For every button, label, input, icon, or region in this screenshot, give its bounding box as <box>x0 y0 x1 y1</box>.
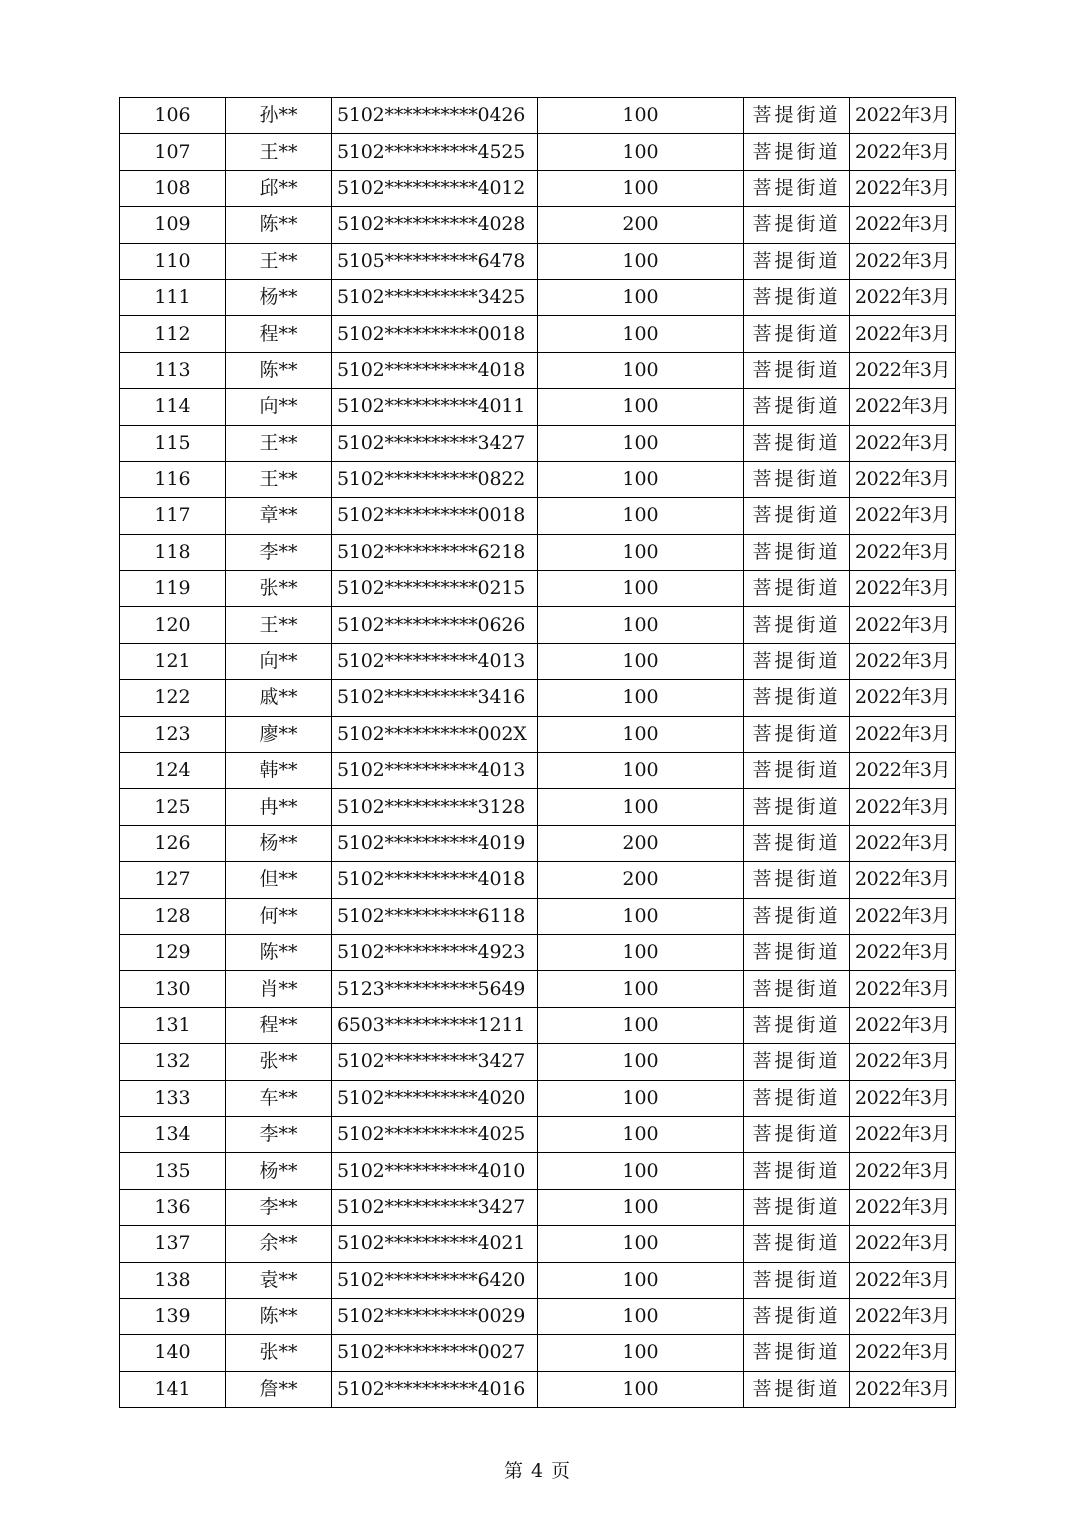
table-row <box>120 971 956 1007</box>
id-number-cell: 5102**********4018 <box>332 352 538 388</box>
amount-cell: 100 <box>538 98 744 134</box>
date-cell: 2022年3月 <box>850 134 956 170</box>
date-cell: 2022年3月 <box>850 461 956 497</box>
street-cell: 菩提街道 <box>744 753 850 789</box>
date-cell: 2022年3月 <box>850 571 956 607</box>
name-cell: 王** <box>226 134 332 170</box>
amount-cell: 100 <box>538 680 744 716</box>
table-row <box>120 1226 956 1262</box>
table-row <box>120 207 956 243</box>
name-cell: 陈** <box>226 207 332 243</box>
name-cell: 王** <box>226 425 332 461</box>
date-cell: 2022年3月 <box>850 971 956 1007</box>
row-number-cell: 127 <box>120 862 226 898</box>
row-number-cell: 141 <box>120 1371 226 1407</box>
date-cell: 2022年3月 <box>850 862 956 898</box>
amount-cell: 100 <box>538 898 744 934</box>
street-cell: 菩提街道 <box>744 1007 850 1043</box>
amount-cell: 100 <box>538 1007 744 1043</box>
id-number-cell: 5102**********0018 <box>332 498 538 534</box>
date-cell: 2022年3月 <box>850 1153 956 1189</box>
street-cell: 菩提街道 <box>744 279 850 315</box>
amount-cell: 100 <box>538 1226 744 1262</box>
street-cell: 菩提街道 <box>744 207 850 243</box>
table-row <box>120 98 956 134</box>
amount-cell: 100 <box>538 170 744 206</box>
row-number-cell: 109 <box>120 207 226 243</box>
date-cell: 2022年3月 <box>850 316 956 352</box>
table-row <box>120 1080 956 1116</box>
row-number-cell: 126 <box>120 825 226 861</box>
amount-cell: 100 <box>538 1298 744 1334</box>
street-cell: 菩提街道 <box>744 643 850 679</box>
name-cell: 陈** <box>226 934 332 970</box>
name-cell: 余** <box>226 1226 332 1262</box>
date-cell: 2022年3月 <box>850 1080 956 1116</box>
id-number-cell: 5102**********4010 <box>332 1153 538 1189</box>
amount-cell: 100 <box>538 279 744 315</box>
id-number-cell: 5123**********5649 <box>332 971 538 1007</box>
name-cell: 陈** <box>226 1298 332 1334</box>
amount-cell: 100 <box>538 789 744 825</box>
name-cell: 詹** <box>226 1371 332 1407</box>
street-cell: 菩提街道 <box>744 898 850 934</box>
name-cell: 王** <box>226 243 332 279</box>
id-number-cell: 5105**********6478 <box>332 243 538 279</box>
table-row <box>120 243 956 279</box>
street-cell: 菩提街道 <box>744 1044 850 1080</box>
date-cell: 2022年3月 <box>850 680 956 716</box>
table-row <box>120 1044 956 1080</box>
date-cell: 2022年3月 <box>850 534 956 570</box>
amount-cell: 100 <box>538 753 744 789</box>
row-number-cell: 122 <box>120 680 226 716</box>
table-row <box>120 716 956 752</box>
id-number-cell: 5102**********3128 <box>332 789 538 825</box>
row-number-cell: 113 <box>120 352 226 388</box>
date-cell: 2022年3月 <box>850 898 956 934</box>
id-number-cell: 5102**********3427 <box>332 425 538 461</box>
name-cell: 陈** <box>226 352 332 388</box>
row-number-cell: 132 <box>120 1044 226 1080</box>
date-cell: 2022年3月 <box>850 1262 956 1298</box>
table-row <box>120 279 956 315</box>
amount-cell: 100 <box>538 534 744 570</box>
street-cell: 菩提街道 <box>744 1080 850 1116</box>
table-row <box>120 825 956 861</box>
row-number-cell: 139 <box>120 1298 226 1334</box>
table-row <box>120 934 956 970</box>
name-cell: 张** <box>226 1335 332 1371</box>
id-number-cell: 5102**********4025 <box>332 1116 538 1152</box>
id-number-cell: 5102**********3425 <box>332 279 538 315</box>
date-cell: 2022年3月 <box>850 389 956 425</box>
street-cell: 菩提街道 <box>744 134 850 170</box>
name-cell: 杨** <box>226 279 332 315</box>
street-cell: 菩提街道 <box>744 571 850 607</box>
name-cell: 程** <box>226 1007 332 1043</box>
id-number-cell: 5102**********4013 <box>332 753 538 789</box>
street-cell: 菩提街道 <box>744 425 850 461</box>
street-cell: 菩提街道 <box>744 1298 850 1334</box>
id-number-cell: 5102**********4011 <box>332 389 538 425</box>
table-row <box>120 498 956 534</box>
id-number-cell: 5102**********3427 <box>332 1044 538 1080</box>
name-cell: 戚** <box>226 680 332 716</box>
id-number-cell: 5102**********4020 <box>332 1080 538 1116</box>
street-cell: 菩提街道 <box>744 934 850 970</box>
street-cell: 菩提街道 <box>744 1335 850 1371</box>
id-number-cell: 5102**********0029 <box>332 1298 538 1334</box>
row-number-cell: 117 <box>120 498 226 534</box>
street-cell: 菩提街道 <box>744 971 850 1007</box>
table-row <box>120 134 956 170</box>
amount-cell: 100 <box>538 425 744 461</box>
row-number-cell: 124 <box>120 753 226 789</box>
table-row <box>120 1335 956 1371</box>
row-number-cell: 115 <box>120 425 226 461</box>
amount-cell: 100 <box>538 607 744 643</box>
table-row <box>120 316 956 352</box>
name-cell: 张** <box>226 1044 332 1080</box>
date-cell: 2022年3月 <box>850 934 956 970</box>
name-cell: 袁** <box>226 1262 332 1298</box>
row-number-cell: 123 <box>120 716 226 752</box>
page-footer-prefix: 第 <box>503 1460 523 1482</box>
table-row <box>120 1189 956 1225</box>
table-row <box>120 1371 956 1407</box>
row-number-cell: 140 <box>120 1335 226 1371</box>
id-number-cell: 5102**********4923 <box>332 934 538 970</box>
name-cell: 冉** <box>226 789 332 825</box>
date-cell: 2022年3月 <box>850 352 956 388</box>
name-cell: 廖** <box>226 716 332 752</box>
date-cell: 2022年3月 <box>850 98 956 134</box>
table-row <box>120 461 956 497</box>
date-cell: 2022年3月 <box>850 825 956 861</box>
name-cell: 李** <box>226 1116 332 1152</box>
street-cell: 菩提街道 <box>744 461 850 497</box>
row-number-cell: 130 <box>120 971 226 1007</box>
row-number-cell: 110 <box>120 243 226 279</box>
date-cell: 2022年3月 <box>850 279 956 315</box>
amount-cell: 200 <box>538 207 744 243</box>
name-cell: 邱** <box>226 170 332 206</box>
name-cell: 李** <box>226 1189 332 1225</box>
date-cell: 2022年3月 <box>850 1298 956 1334</box>
date-cell: 2022年3月 <box>850 643 956 679</box>
name-cell: 章** <box>226 498 332 534</box>
amount-cell: 100 <box>538 1080 744 1116</box>
street-cell: 菩提街道 <box>744 862 850 898</box>
id-number-cell: 5102**********6218 <box>332 534 538 570</box>
amount-cell: 100 <box>538 1153 744 1189</box>
name-cell: 杨** <box>226 825 332 861</box>
table-row <box>120 680 956 716</box>
row-number-cell: 119 <box>120 571 226 607</box>
amount-cell: 100 <box>538 971 744 1007</box>
amount-cell: 100 <box>538 1044 744 1080</box>
row-number-cell: 112 <box>120 316 226 352</box>
name-cell: 肖** <box>226 971 332 1007</box>
amount-cell: 100 <box>538 934 744 970</box>
table-row <box>120 425 956 461</box>
table-row <box>120 607 956 643</box>
roster-table-body <box>120 98 956 1408</box>
row-number-cell: 121 <box>120 643 226 679</box>
amount-cell: 100 <box>538 571 744 607</box>
amount-cell: 100 <box>538 352 744 388</box>
id-number-cell: 5102**********0027 <box>332 1335 538 1371</box>
id-number-cell: 5102**********0215 <box>332 571 538 607</box>
id-number-cell: 5102**********4028 <box>332 207 538 243</box>
date-cell: 2022年3月 <box>850 498 956 534</box>
id-number-cell: 5102**********0426 <box>332 98 538 134</box>
name-cell: 但** <box>226 862 332 898</box>
name-cell: 韩** <box>226 753 332 789</box>
row-number-cell: 111 <box>120 279 226 315</box>
row-number-cell: 120 <box>120 607 226 643</box>
street-cell: 菩提街道 <box>744 1371 850 1407</box>
row-number-cell: 131 <box>120 1007 226 1043</box>
id-number-cell: 5102**********002X <box>332 716 538 752</box>
id-number-cell: 5102**********4013 <box>332 643 538 679</box>
page-footer-suffix: 页 <box>551 1460 571 1482</box>
street-cell: 菩提街道 <box>744 1153 850 1189</box>
street-cell: 菩提街道 <box>744 789 850 825</box>
name-cell: 向** <box>226 389 332 425</box>
row-number-cell: 136 <box>120 1189 226 1225</box>
amount-cell: 100 <box>538 1371 744 1407</box>
date-cell: 2022年3月 <box>850 753 956 789</box>
amount-cell: 100 <box>538 1189 744 1225</box>
row-number-cell: 107 <box>120 134 226 170</box>
amount-cell: 100 <box>538 716 744 752</box>
row-number-cell: 133 <box>120 1080 226 1116</box>
street-cell: 菩提街道 <box>744 716 850 752</box>
id-number-cell: 6503**********1211 <box>332 1007 538 1043</box>
amount-cell: 100 <box>538 243 744 279</box>
table-row <box>120 862 956 898</box>
date-cell: 2022年3月 <box>850 1226 956 1262</box>
name-cell: 车** <box>226 1080 332 1116</box>
table-row <box>120 534 956 570</box>
street-cell: 菩提街道 <box>744 825 850 861</box>
street-cell: 菩提街道 <box>744 1226 850 1262</box>
date-cell: 2022年3月 <box>850 1335 956 1371</box>
amount-cell: 100 <box>538 1262 744 1298</box>
amount-cell: 100 <box>538 498 744 534</box>
name-cell: 孙** <box>226 98 332 134</box>
date-cell: 2022年3月 <box>850 1189 956 1225</box>
table-row <box>120 1007 956 1043</box>
table-row <box>120 170 956 206</box>
row-number-cell: 137 <box>120 1226 226 1262</box>
name-cell: 李** <box>226 534 332 570</box>
amount-cell: 200 <box>538 825 744 861</box>
street-cell: 菩提街道 <box>744 680 850 716</box>
street-cell: 菩提街道 <box>744 98 850 134</box>
table-row <box>120 753 956 789</box>
id-number-cell: 5102**********4021 <box>332 1226 538 1262</box>
street-cell: 菩提街道 <box>744 243 850 279</box>
amount-cell: 200 <box>538 862 744 898</box>
id-number-cell: 5102**********0018 <box>332 316 538 352</box>
date-cell: 2022年3月 <box>850 1007 956 1043</box>
date-cell: 2022年3月 <box>850 425 956 461</box>
date-cell: 2022年3月 <box>850 607 956 643</box>
street-cell: 菩提街道 <box>744 170 850 206</box>
id-number-cell: 5102**********0822 <box>332 461 538 497</box>
date-cell: 2022年3月 <box>850 170 956 206</box>
row-number-cell: 135 <box>120 1153 226 1189</box>
street-cell: 菩提街道 <box>744 498 850 534</box>
id-number-cell: 5102**********3427 <box>332 1189 538 1225</box>
row-number-cell: 129 <box>120 934 226 970</box>
id-number-cell: 5102**********4525 <box>332 134 538 170</box>
date-cell: 2022年3月 <box>850 1371 956 1407</box>
table-row <box>120 789 956 825</box>
date-cell: 2022年3月 <box>850 716 956 752</box>
date-cell: 2022年3月 <box>850 1116 956 1152</box>
amount-cell: 100 <box>538 461 744 497</box>
name-cell: 杨** <box>226 1153 332 1189</box>
table-row <box>120 643 956 679</box>
date-cell: 2022年3月 <box>850 243 956 279</box>
row-number-cell: 128 <box>120 898 226 934</box>
street-cell: 菩提街道 <box>744 607 850 643</box>
roster-table <box>119 97 956 1408</box>
id-number-cell: 5102**********4018 <box>332 862 538 898</box>
row-number-cell: 125 <box>120 789 226 825</box>
amount-cell: 100 <box>538 643 744 679</box>
id-number-cell: 5102**********4016 <box>332 1371 538 1407</box>
street-cell: 菩提街道 <box>744 1189 850 1225</box>
row-number-cell: 118 <box>120 534 226 570</box>
id-number-cell: 5102**********3416 <box>332 680 538 716</box>
table-row <box>120 1153 956 1189</box>
table-row <box>120 1116 956 1152</box>
name-cell: 张** <box>226 571 332 607</box>
name-cell: 向** <box>226 643 332 679</box>
amount-cell: 100 <box>538 1116 744 1152</box>
page-number: 4 <box>530 1460 544 1482</box>
street-cell: 菩提街道 <box>744 1262 850 1298</box>
page-footer <box>0 1456 1074 1483</box>
name-cell: 王** <box>226 461 332 497</box>
id-number-cell: 5102**********0626 <box>332 607 538 643</box>
table-row <box>120 389 956 425</box>
amount-cell: 100 <box>538 316 744 352</box>
amount-cell: 100 <box>538 1335 744 1371</box>
date-cell: 2022年3月 <box>850 789 956 825</box>
row-number-cell: 134 <box>120 1116 226 1152</box>
street-cell: 菩提街道 <box>744 316 850 352</box>
row-number-cell: 116 <box>120 461 226 497</box>
date-cell: 2022年3月 <box>850 1044 956 1080</box>
amount-cell: 100 <box>538 134 744 170</box>
row-number-cell: 114 <box>120 389 226 425</box>
id-number-cell: 5102**********6118 <box>332 898 538 934</box>
row-number-cell: 138 <box>120 1262 226 1298</box>
street-cell: 菩提街道 <box>744 1116 850 1152</box>
id-number-cell: 5102**********4019 <box>332 825 538 861</box>
id-number-cell: 5102**********4012 <box>332 170 538 206</box>
name-cell: 程** <box>226 316 332 352</box>
id-number-cell: 5102**********6420 <box>332 1262 538 1298</box>
table-row <box>120 352 956 388</box>
table-row <box>120 1298 956 1334</box>
table-row <box>120 571 956 607</box>
row-number-cell: 106 <box>120 98 226 134</box>
row-number-cell: 108 <box>120 170 226 206</box>
date-cell: 2022年3月 <box>850 207 956 243</box>
street-cell: 菩提街道 <box>744 352 850 388</box>
table-row <box>120 1262 956 1298</box>
name-cell: 何** <box>226 898 332 934</box>
street-cell: 菩提街道 <box>744 389 850 425</box>
table-row <box>120 898 956 934</box>
name-cell: 王** <box>226 607 332 643</box>
street-cell: 菩提街道 <box>744 534 850 570</box>
amount-cell: 100 <box>538 389 744 425</box>
